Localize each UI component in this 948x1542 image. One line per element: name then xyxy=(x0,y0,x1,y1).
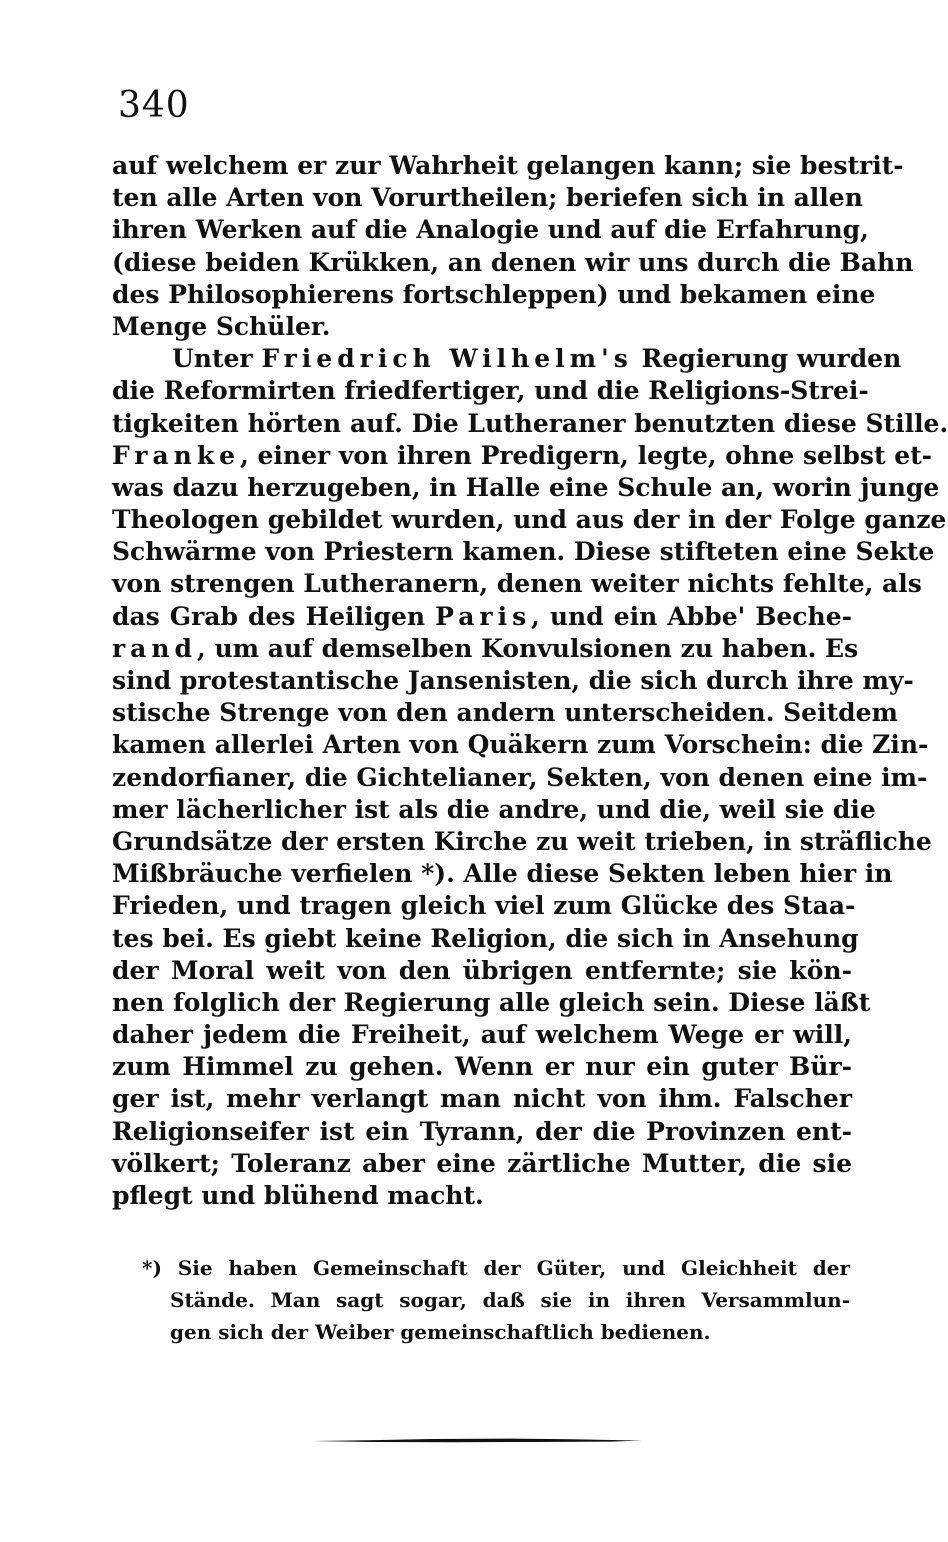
text-line: pflegt und blühend macht. xyxy=(112,1181,484,1210)
text-line: von strengen Lutheranern, denen weiter nichts fehlte, als xyxy=(112,569,922,599)
text-line: mer lächerlicher ist als die andre, und die, weil sie die xyxy=(112,794,876,824)
text-line: sind protestantische Jansenisten, die sich durch ihre my- xyxy=(112,666,914,695)
text-line: stische Strenge von den andern unterscheiden. Seitdem xyxy=(112,698,898,728)
text-line: Frieden, und tragen gleich viel zum Glücke des Staa- xyxy=(112,891,856,921)
text-line: ten alle Arten von Vorurtheilen; beriefen sich in allen xyxy=(112,183,863,213)
text-line: (diese beiden Krükken, an denen wir uns durch die Bahn xyxy=(112,247,914,277)
text-line xyxy=(112,633,859,665)
spaced-name: rand xyxy=(112,633,198,663)
text-segment: Unter xyxy=(172,344,262,374)
footnote xyxy=(142,1252,850,1348)
text-line: daher jedem die Freiheit, auf welchem Wege er will, xyxy=(112,1020,852,1050)
text-line: zum Himmel zu gehen. Wenn er nur ein guter Bür- xyxy=(112,1052,852,1082)
text-segment: , einer von ihren Predigern, legte, ohne selbst et- xyxy=(240,440,933,470)
spaced-name: Paris xyxy=(435,601,532,631)
text-line xyxy=(112,440,933,472)
text-line xyxy=(112,601,852,633)
text-line: Mißbräuche verfielen *). Alle diese Sekten leben hier in xyxy=(112,859,893,889)
spaced-name: Franke xyxy=(112,440,241,470)
text-segment: , um auf demselben Konvulsionen zu haben. Es xyxy=(197,633,859,663)
text-segment: das Grab des Heiligen xyxy=(112,601,436,631)
text-line: zendorfianer, die Gichtelianer, Sekten, von denen eine im- xyxy=(112,762,928,792)
text-line: Grundsätze der ersten Kirche zu weit trieben, in sträfliche xyxy=(112,826,932,856)
text-segment: Regierung wurden xyxy=(632,344,902,374)
text-line xyxy=(112,343,902,375)
text-line: der Moral weit von den übrigen entfernte; sie kön- xyxy=(112,955,852,985)
spaced-name: Friedrich Wilhelm's xyxy=(261,344,633,374)
text-line: was dazu herzugeben, in Halle eine Schule an, worin junge xyxy=(112,472,940,502)
text-line: des Philosophierens fortschleppen) und bekamen eine xyxy=(112,279,876,309)
text-line: Theologen gebildet wurden, und aus der in der Folge ganze xyxy=(112,505,947,535)
text-line: Schwärme von Priestern kamen. Diese stifteten eine Sekte xyxy=(112,537,935,567)
footnote-line: *) Sie haben Gemeinschaft der Güter, und Gleichheit der xyxy=(142,1256,850,1280)
text-line: tes bei. Es giebt keine Religion, die sich in Ansehung xyxy=(112,923,859,953)
text-line: die Reformirten friedfertiger, und die Religions-Strei- xyxy=(112,376,869,406)
footnote-line: gen sich der Weiber gemeinschaftlich bedienen. xyxy=(170,1320,711,1344)
text-line: ihren Werken auf die Analogie und auf die Erfahrung, xyxy=(112,215,869,245)
page-number: 340 xyxy=(118,85,190,126)
text-line: tigkeiten hörten auf. Die Lutheraner benutzten diese Stille. xyxy=(112,408,948,438)
end-ornament-rule xyxy=(312,1436,642,1444)
text-line: Menge Schüler. xyxy=(112,311,331,341)
text-line: auf welchem er zur Wahrheit gelangen kann; sie bestrit- xyxy=(112,151,904,180)
footnote-line: Stände. Man sagt sogar, daß sie in ihren Versammlun- xyxy=(170,1288,850,1312)
text-line: nen folglich der Regierung alle gleich sein. Diese läßt xyxy=(112,987,871,1017)
text-line: völkert; Toleranz aber eine zärtliche Mutter, die sie xyxy=(112,1148,852,1178)
text-line: kamen allerlei Arten von Quäkern zum Vorschein: die Zin- xyxy=(112,730,929,760)
main-text xyxy=(112,150,948,1212)
text-segment: , und ein Abbe' Beche- xyxy=(531,601,852,631)
text-line: ger ist, mehr verlangt man nicht von ihm. Falscher xyxy=(112,1084,852,1114)
text-line: Religionseifer ist ein Tyrann, der die Provinzen ent- xyxy=(112,1116,852,1146)
